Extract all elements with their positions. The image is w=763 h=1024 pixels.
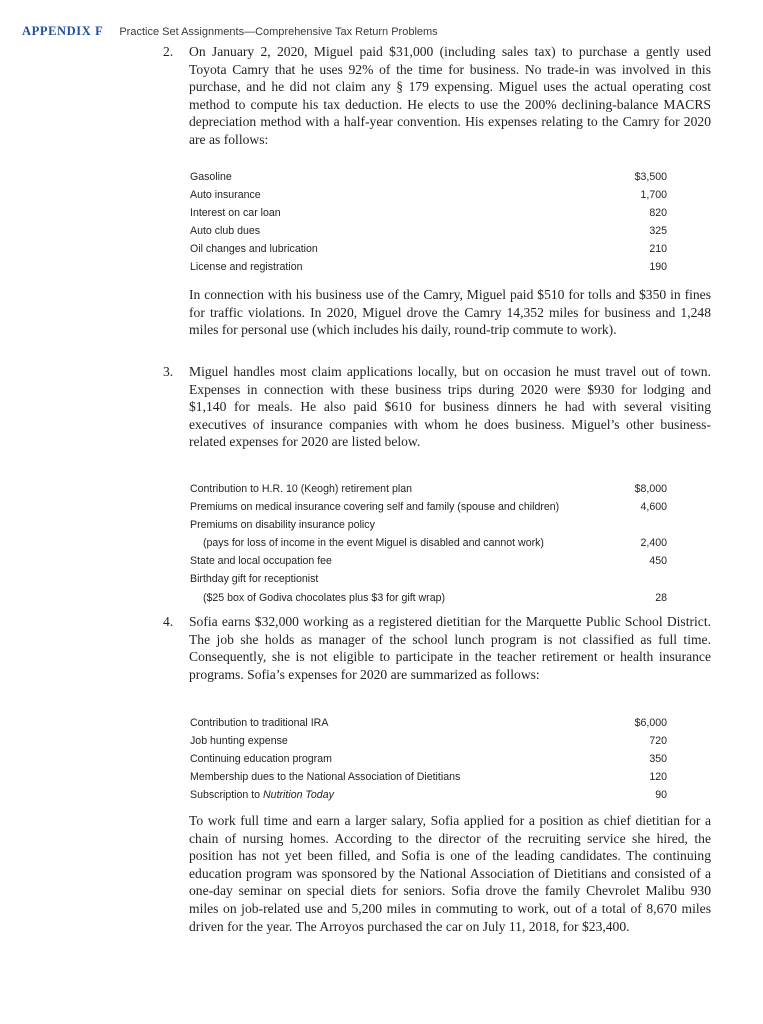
table-row xyxy=(190,480,667,498)
problem-followup: In connection with his business use of the Camry, Miguel paid $510 for tolls and $350 in fines for traffic violations. In 2020, Miguel drove the Camry 14,352 miles for business and 1,248 miles for personal use (which includes his daily, round-trip commute to work). xyxy=(189,287,711,338)
expense-label-text: Subscription to xyxy=(190,789,264,802)
problem-4-followup xyxy=(189,812,711,935)
expense-value: 1,700 xyxy=(640,189,667,202)
expense-label: Membership dues to the National Association of Dietitians xyxy=(190,771,461,784)
expense-value: 210 xyxy=(649,243,667,256)
expense-value: 28 xyxy=(655,591,667,604)
expense-label: Premiums on disability insurance policy xyxy=(190,519,375,532)
table-row xyxy=(190,204,667,222)
expense-label: (pays for loss of income in the event Miguel is disabled and cannot work) xyxy=(203,537,544,550)
expense-value: 350 xyxy=(649,753,667,766)
table-row xyxy=(190,768,667,786)
expense-label: Continuing education program xyxy=(190,753,332,766)
table-row xyxy=(190,516,667,534)
expense-value: 120 xyxy=(649,771,667,784)
expense-value: 2,400 xyxy=(640,537,667,550)
expense-value: 90 xyxy=(655,789,667,802)
expense-value: $8,000 xyxy=(634,483,667,495)
expense-label: Oil changes and lubrication xyxy=(190,243,318,256)
expense-value: 4,600 xyxy=(640,501,667,514)
expense-value: 450 xyxy=(649,555,667,568)
expense-value: 190 xyxy=(649,261,667,274)
table-row xyxy=(190,786,667,804)
expense-label: ($25 box of Godiva chocolates plus $3 for gift wrap) xyxy=(203,591,446,604)
expense-label xyxy=(190,786,334,804)
expense-label: Auto insurance xyxy=(190,189,261,202)
expense-value: 720 xyxy=(649,735,667,748)
expense-label: Contribution to traditional IRA xyxy=(190,717,329,729)
publication-title: Nutrition Today xyxy=(263,789,334,802)
expense-label: Premiums on medical insurance covering self and family (spouse and children) xyxy=(190,501,560,514)
expense-table-problem-4 xyxy=(190,714,667,804)
expense-label: Contribution to H.R. 10 (Keogh) retirement plan xyxy=(190,483,412,495)
table-row xyxy=(190,732,667,750)
problem-intro: Miguel handles most claim applications locally, but on occasion he must travel out of town. Expenses in connection with these business trips during 2020 were $930 for lodging and $1,140 for meals. He also paid $610 for business dinners he had with several visiting executives of insurance companies with whom he does business. Miguel’s other business-related expenses for 2020 are listed below. xyxy=(189,364,711,450)
page-header xyxy=(22,22,438,40)
expense-label: Gasoline xyxy=(190,171,232,183)
problem-followup: To work full time and earn a larger salary, Sofia applied for a position as chief dietitian for a chain of nursing homes. According to the director of the recruiting service she hired, the position has not yet been filled, and Sofia is one of the leading candidates. The continuing education program was sponsored by the National Association of Dietitians and consisted of a one-day seminar on special diets for seniors. Sofia drove the family Chevrolet Malibu 930 miles on job-related use and 5,200 miles in commuting to work, out of a total of 8,670 miles driven for the year. The Arroyos purchased the car on July 11, 2018, for $23,400. xyxy=(189,813,711,934)
problem-intro: Sofia earns $32,000 working as a registered dietitian for the Marquette Public School District. The job she holds as manager of the school lunch program is not classified as full time. Consequently, she is not eligible to participate in the teacher retirement or health insurance programs. Sofia’s expenses for 2020 are summarized as follows: xyxy=(189,614,711,682)
problem-intro: On January 2, 2020, Miguel paid $31,000 (including sales tax) to purchase a gently used Toyota Camry that he uses 92% of the time for business. No trade-in was involved in this purchase, and he did not claim any § 179 expensing. Miguel uses the actual operating cost method to compute his tax deduction. He elects to use the 200% declining-balance MACRS depreciation method with a half-year convention. His expenses relating to the Camry for 2020 are as follows: xyxy=(189,44,711,147)
table-row xyxy=(190,589,667,607)
table-row xyxy=(190,240,667,258)
table-row xyxy=(190,714,667,732)
table-row xyxy=(190,222,667,240)
expense-value: 820 xyxy=(649,207,667,220)
problem-2-followup xyxy=(189,286,711,339)
table-row xyxy=(190,552,667,570)
problem-number: 2. xyxy=(163,44,174,59)
expense-label: Birthday gift for receptionist xyxy=(190,573,319,586)
table-row xyxy=(190,186,667,204)
expense-label: State and local occupation fee xyxy=(190,555,332,568)
expense-label: Job hunting expense xyxy=(190,735,288,748)
appendix-label: APPENDIX F xyxy=(22,24,104,38)
expense-table-problem-3 xyxy=(190,480,667,607)
expense-value: $3,500 xyxy=(634,171,667,183)
problem-4 xyxy=(163,613,711,683)
table-row xyxy=(190,750,667,768)
expense-table-problem-2 xyxy=(190,168,667,277)
table-row xyxy=(190,168,667,186)
expense-label: License and registration xyxy=(190,261,303,274)
table-row xyxy=(190,570,667,588)
problem-2 xyxy=(163,43,711,149)
table-row xyxy=(190,534,667,552)
expense-value: $6,000 xyxy=(634,717,667,729)
problem-number: 3. xyxy=(163,364,174,379)
expense-label: Auto club dues xyxy=(190,225,261,238)
section-title: Practice Set Assignments—Comprehensive Tax Return Problems xyxy=(119,26,438,38)
expense-label: Interest on car loan xyxy=(190,207,281,220)
problem-3 xyxy=(163,363,711,451)
table-row xyxy=(190,258,667,276)
problem-number: 4. xyxy=(163,614,174,629)
table-row xyxy=(190,498,667,516)
expense-value: 325 xyxy=(649,225,667,238)
